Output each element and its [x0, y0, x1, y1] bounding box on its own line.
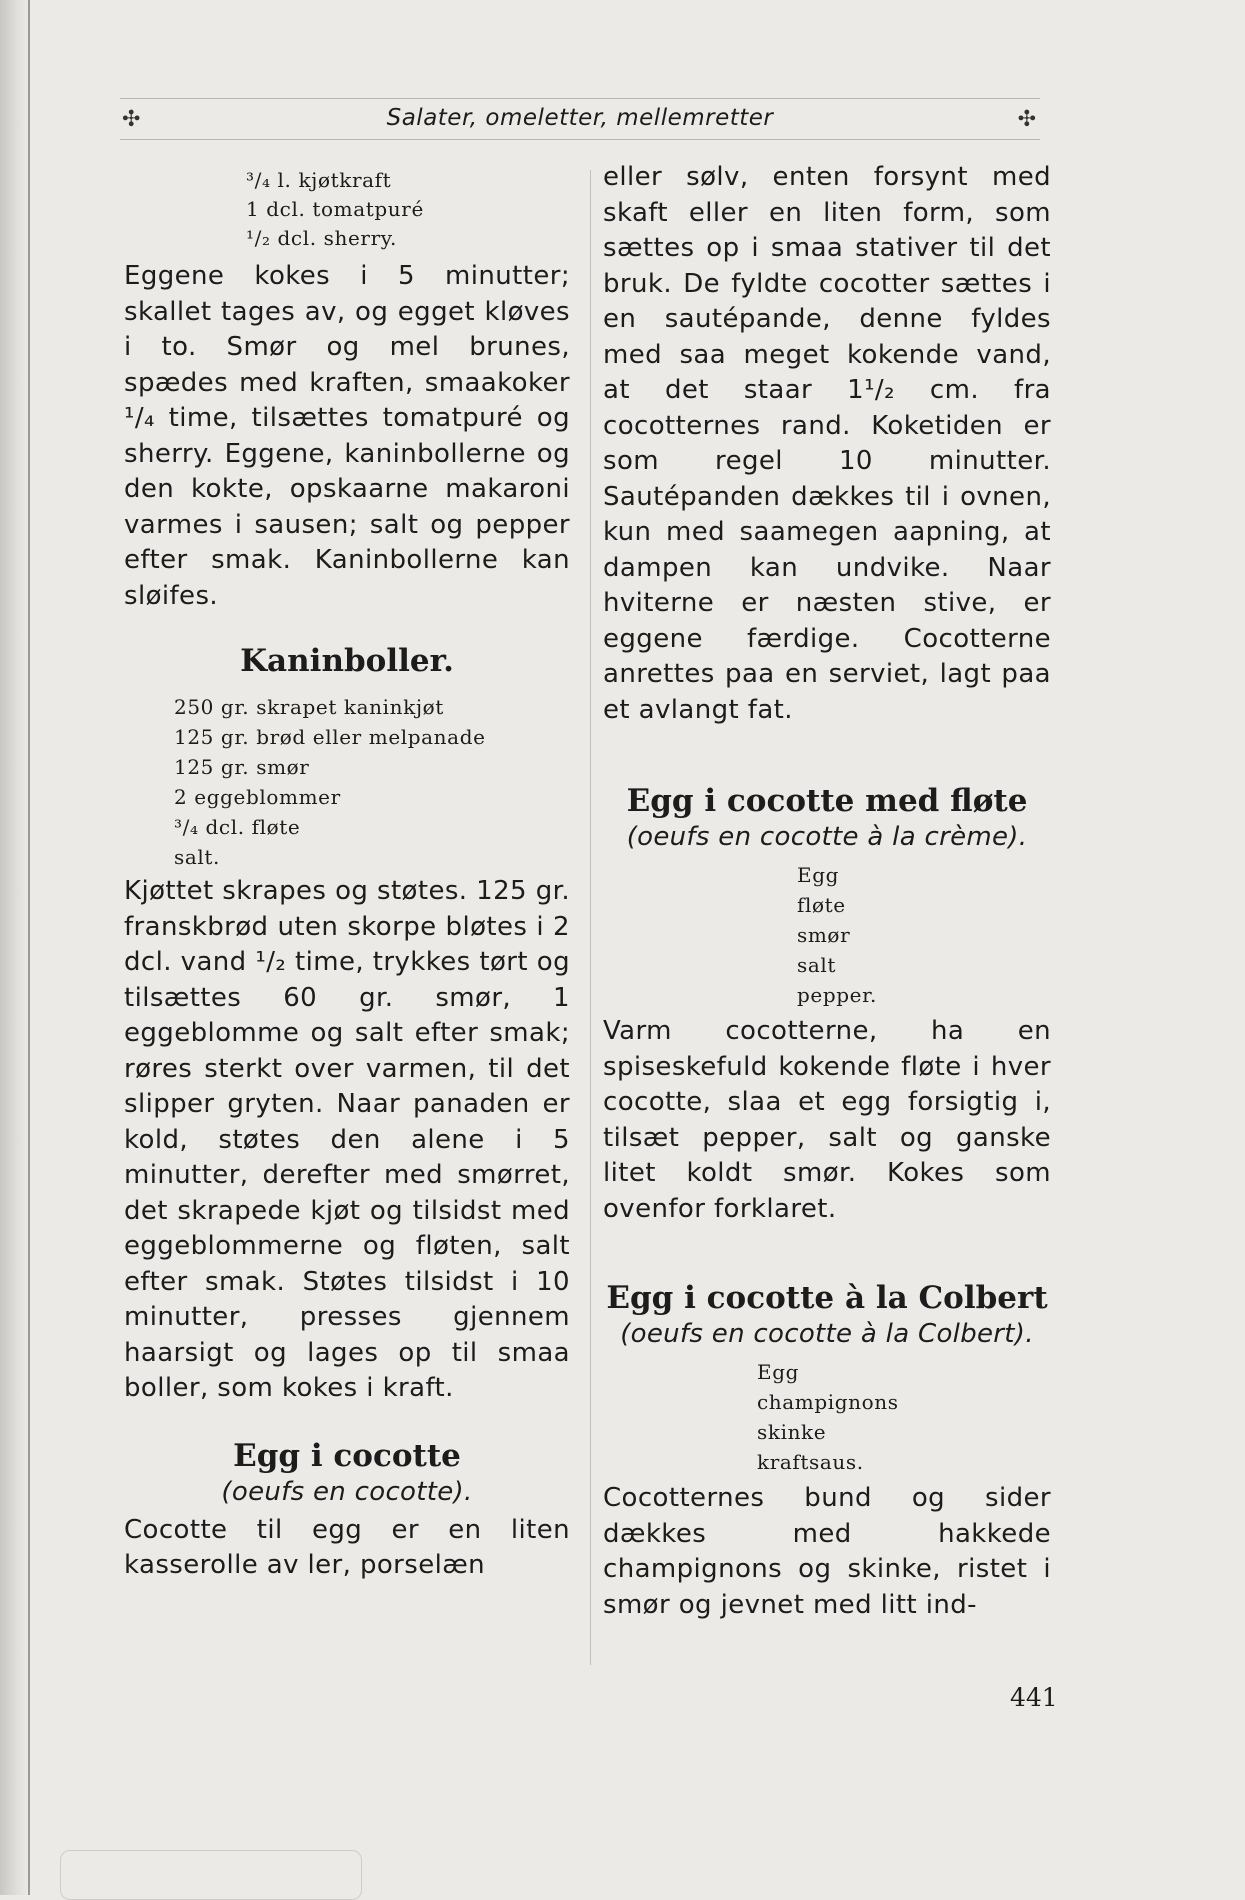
ingredient-item: salt	[797, 953, 837, 977]
ingredient-item: 125 gr. smør	[174, 755, 310, 779]
ingredient-item: champignons	[757, 1390, 899, 1414]
paragraph-eggene: Eggene kokes i 5 minutter; skallet tages av, og egget kløves i to. Smør og mel brunes, spædes med kraften, smaakoker ¹/₄ time, tilsættes tomatpuré og sherry. Eggene, kaninbollerne og den kokte, opskaarne makaroni varmes i sausen; salt og pepper efter smak. Kaninbollerne kan sløifes.	[124, 261, 570, 611]
ingredient-item: Egg	[757, 1360, 800, 1384]
ornament-left-icon: ✣	[122, 107, 141, 132]
ingredient-item: pepper.	[797, 983, 878, 1007]
paragraph-colbert: Cocotternes bund og sider dækkes med hakkede champignons og skinke, ristet i smør og jevnet med litt ind-	[603, 1483, 1051, 1620]
right-column	[603, 160, 1051, 1623]
ornament-right-icon: ✣	[1017, 107, 1036, 132]
paragraph-med-flote: Varm cocotterne, ha en spiseskefuld kokende fløte i hver cocotte, slaa et egg forsigtig i, tilsæt pepper, salt og ganske litet koldt smør. Kokes som ovenfor forklaret.	[603, 1016, 1051, 1224]
paragraph-kaninboller: Kjøttet skrapes og støtes. 125 gr. franskbrød uten skorpe bløtes i 2 dcl. vand ¹/₂ time, trykkes tørt og tilsættes 60 gr. smør, 1 eggeblomme og salt efter smak; røres sterkt over varmen, til det slipper gryten. Naar panaden er kold, støtes den alene i 5 minutter, derefter med smørret, det skrapede kjøt og tilsidst med eggeblommerne og fløten, salt efter smak. Støtes tilsidst i 10 minutter, presses gjennem haarsigt og lages op til smaa boller, som kokes i kraft.	[124, 876, 570, 1403]
ingredient-item: skinke	[757, 1420, 827, 1444]
paragraph-cocotte: Cocotte til egg er en liten kasserolle av ler, porselæn	[124, 1514, 570, 1580]
column-divider	[590, 170, 591, 1665]
ingredient-item: salt.	[174, 845, 220, 869]
left-column	[124, 166, 570, 1584]
subheading-a-la-creme: (oeufs en cocotte à la crème).	[626, 822, 1028, 852]
ingredient-list-sauce	[124, 166, 570, 253]
ingredient-item: 125 gr. brød eller melpanade	[174, 725, 486, 749]
subheading-a-la-colbert: (oeufs en cocotte à la Colbert).	[620, 1319, 1034, 1349]
running-head-title: Salater, omeletter, mellemretter	[386, 105, 774, 131]
gutter-line	[28, 0, 30, 1895]
page-number: 441	[1010, 1683, 1058, 1712]
ingredient-list-med-flote	[603, 860, 1051, 1010]
ingredient-list-kaninboller	[124, 692, 570, 872]
heading-colbert: Egg i cocotte à la Colbert	[606, 1280, 1048, 1316]
heading-med-flote: Egg i cocotte med fløte	[626, 783, 1028, 819]
heading-egg-i-cocotte: Egg i cocotte	[233, 1437, 461, 1474]
running-header	[120, 98, 1040, 140]
ingredient-item: 250 gr. skrapet kaninkjøt	[174, 695, 444, 719]
book-gutter	[0, 0, 30, 1895]
ingredient-list-colbert	[603, 1357, 1051, 1477]
ingredient-item: smør	[797, 923, 851, 947]
ingredient-item: 1 dcl. tomatpuré	[246, 197, 424, 221]
page-edge-mark	[60, 1850, 362, 1900]
ingredient-item: fløte	[797, 893, 846, 917]
paragraph-cocotte-continued: eller sølv, enten forsynt med skaft eller en liten form, som sættes op i smaa stativer til det bruk. De fyldte cocotter sættes i en sautépande, denne fyldes med saa meget kokende vand, at det staar 1¹/₂ cm. fra cocotternes rand. Koketiden er som regel 10 minutter. Sautépanden dækkes til i ovnen, kun med saamegen aapning, at dampen kan undvike. Naar hviterne er næsten stive, er eggene færdige. Cocotterne anrettes paa en serviet, lagt paa et avlangt fat.	[603, 162, 1051, 725]
ingredient-item: ¹/₂ dcl. sherry.	[246, 226, 397, 250]
ingredient-item: Egg	[797, 863, 840, 887]
ingredient-item: ³/₄ dcl. fløte	[174, 815, 301, 839]
ingredient-item: kraftsaus.	[757, 1450, 864, 1474]
ingredient-item: ³/₄ l. kjøtkraft	[246, 168, 392, 192]
ingredient-item: 2 eggeblommer	[174, 785, 341, 809]
heading-kaninboller: Kaninboller.	[240, 643, 454, 679]
subheading-oeufs-en-cocotte: (oeufs en cocotte).	[221, 1476, 473, 1507]
